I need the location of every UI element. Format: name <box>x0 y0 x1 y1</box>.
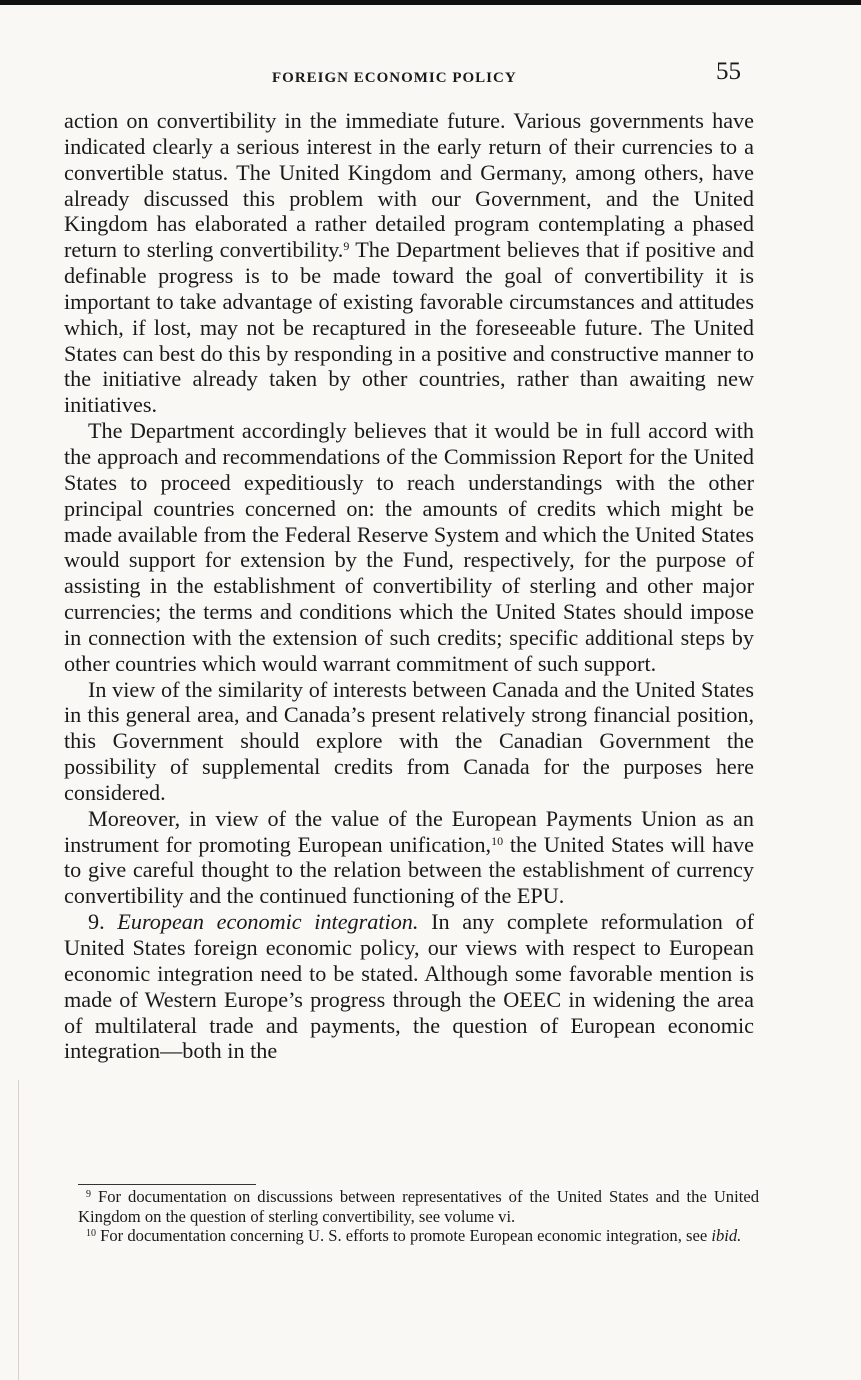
paragraph-3: In view of the similarity of interests between Canada and the United States in this general area, and Canada’s present relatively strong financial position, this Government should explore with the Canadian Government the possibility of supplemental credits from Canada for the purposes here considered. <box>64 676 754 805</box>
footnote-ref-9: 9 <box>343 239 350 254</box>
scan-margin-line <box>18 1080 19 1380</box>
section-heading: European economic integration. <box>117 909 419 935</box>
paragraph-1-text-b: The Department believes that if positive and definable progress is to be made toward the goal of convertibility it is important to take advantage of existing favorable circumstances and attitudes which, if lost, may not be recaptured in the foreseeable future. The United States can best do this by responding in a positive and constructive manner to the initiative already taken by other countries, rather than awaiting new initiatives. <box>64 237 754 418</box>
paragraph-5-text: In any complete reformulation of United States foreign economic policy, our views with respect to European economic integration need to be stated. Although some favorable mention is made of Western Europe’s progress through the OEEC in widening the area of multilateral trade and payments, the question of European economic integration—both in the <box>64 909 755 1064</box>
footnote-10-mark: 10 <box>86 1228 96 1239</box>
footnote-10-ibid: ibid. <box>711 1226 742 1245</box>
paragraph-1-text-a: action on convertibility in the immediate future. Various governments have indicated clearly a serious interest in the early return of their currencies to a convertible status. The United Kingdom and Germany, among others, have already discussed this problem with our Government, and the United Kingdom has elaborated a rather detailed program contemplating a phased return to sterling convertibility. <box>64 108 754 263</box>
paragraph-4-text-b: the United States will have to give careful thought to the relation between the establishment of currency convertibility and the continued functioning of the EPU. <box>64 831 754 909</box>
footnote-9 <box>78 1187 759 1226</box>
paragraph-5 <box>64 909 754 1064</box>
body-text <box>64 108 754 1064</box>
running-head: FOREIGN ECONOMIC POLICY <box>272 70 517 86</box>
footnote-10-text: For documentation concerning U. S. efforts to promote European economic integration, see <box>96 1226 712 1245</box>
paragraph-1 <box>64 108 754 418</box>
paragraph-2: The Department accordingly believes that it would be in full accord with the approach and recommendations of the Commission Report for the United States to proceed expeditiously to reach understandings with the other principal countries concerned on: the amounts of credits which might be made available from the Federal Reserve System and which the United States would support for extension by the Fund, respectively, for the purpose of assisting in the establishment of convertibility of sterling and other major currencies; the terms and conditions which the United States should impose in connection with the extension of such credits; specific additional steps by other countries which would warrant commitment of such support. <box>64 418 754 676</box>
footnote-9-mark: 9 <box>86 1189 91 1200</box>
footnote-10 <box>78 1226 759 1246</box>
footnote-9-text: For documentation on discussions between representatives of the United States and the United Kingdom on the question of sterling convertibility, see volume vi. <box>78 1187 759 1226</box>
page-number: 55 <box>716 58 741 85</box>
paragraph-4-text-a: Moreover, in view of the value of the European Payments Union as an instrument for promoting European unification, <box>64 805 754 857</box>
top-edge-rule <box>0 0 861 5</box>
footnote-divider <box>78 1184 256 1185</box>
footnote-ref-10: 10 <box>491 833 504 848</box>
section-number: 9. <box>88 909 118 935</box>
paragraph-4 <box>64 806 754 909</box>
footnotes <box>78 1187 759 1246</box>
